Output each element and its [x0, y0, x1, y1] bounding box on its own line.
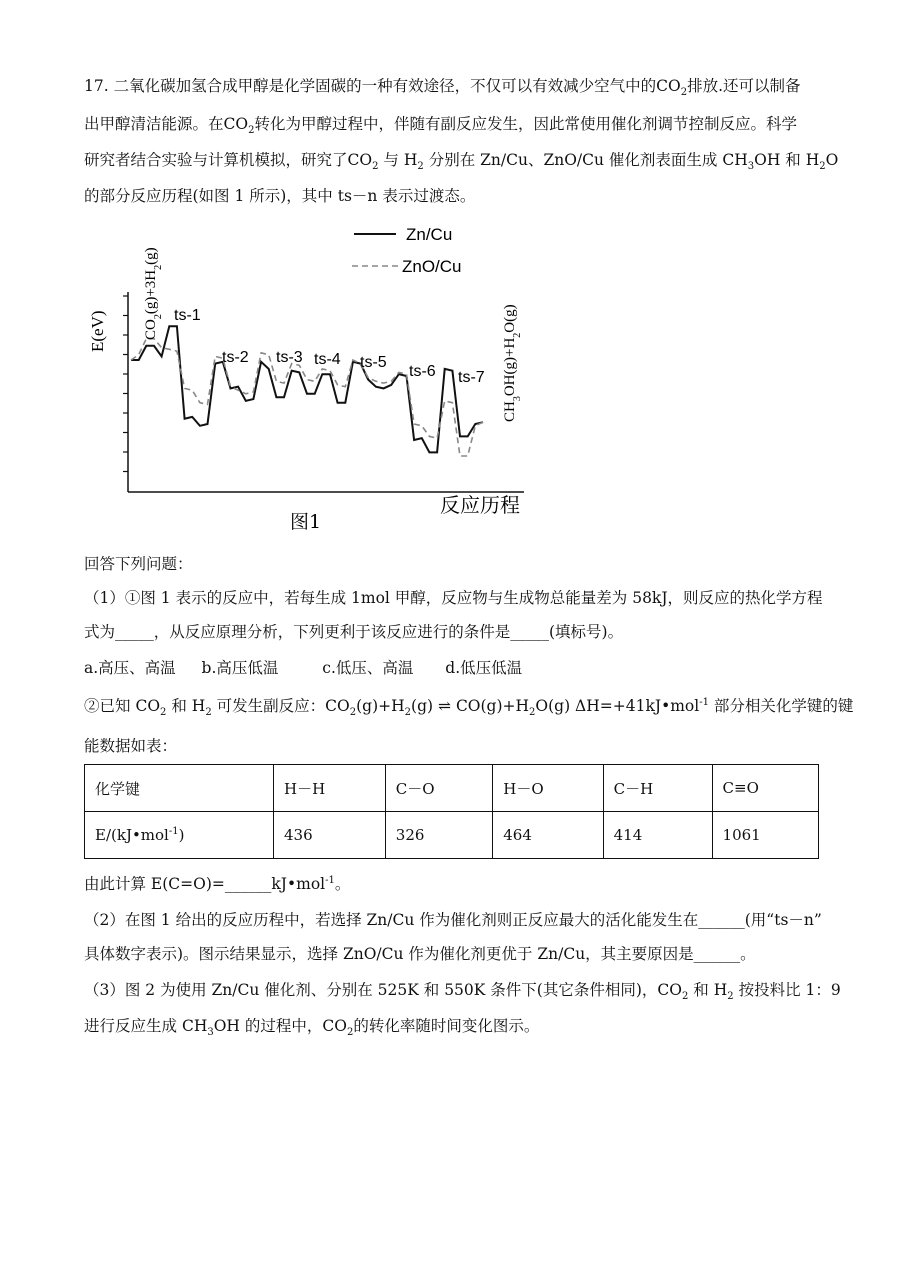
co2-formula: $CO_2(g)+H_2(g)$ — [325, 697, 434, 719]
part3-line-2: 进行反应生成 $CH_3OH$ 的过程中，$CO_2$的转化率随时间变化图示。 — [84, 1017, 540, 1039]
part1-side-reaction: ②已知 $CO_2$ 和 $H_2$ 可发生副反应：$CO_2(g)+H_2(g)$ ⇌ $CO(g)+H_2O(g)$ ΔH=+41kJ•mol$^{-1}$ 部分相关化学键的键 — [84, 696, 854, 719]
co2-formula: $CO_2$ — [135, 697, 167, 719]
table-header-cell: H－O — [493, 765, 603, 812]
legend-label-zn-cu: Zn/Cu — [406, 225, 453, 244]
h2o-formula: $H_2O$ — [805, 151, 839, 173]
y-axis-label: E(eV) — [88, 310, 107, 352]
end-state-label: $CH_3OH(g)+H_2O(g)$ — [502, 304, 523, 422]
table-header-cell: 化学键 — [85, 765, 274, 812]
co2-formula: $CO_2$ — [656, 77, 688, 99]
question-line-1 — [84, 74, 801, 98]
ts-label: ts-4 — [314, 351, 341, 368]
part1-calc: 由此计算 E(C=O)=______kJ•mol$^{-1}$。 — [84, 874, 351, 893]
part1-options — [84, 656, 522, 678]
co2-formula: $CO_2$ — [223, 115, 255, 137]
part2-line-2: 具体数字表示)。图示结果显示，选择 ZnO/Cu 作为催化剂更优于 Zn/Cu，其主要原因是______。 — [84, 945, 756, 963]
table-cell: 436 — [274, 812, 386, 859]
table-row — [85, 765, 819, 812]
table-cell: 464 — [493, 812, 603, 859]
table-cell: 414 — [603, 812, 712, 859]
co2-formula: $CO_2$ — [657, 981, 689, 1003]
intro-text-2: 排放.还可以制备 — [687, 77, 801, 95]
ts-label: ts-2 — [222, 349, 249, 366]
part1-table-intro: 能数据如表： — [84, 737, 178, 755]
option-a: a.高压、高温 — [84, 659, 176, 677]
question-line-3: 研究者结合实验与计算机模拟，研究了$CO_2$ 与 $H_2$ 分别在 Zn/Cu、ZnO/Cu 催化剂表面生成 $CH_3OH$ 和 $H_2O$ — [84, 151, 839, 173]
question-line-2: 出甲醇清洁能源。在$CO_2$转化为甲醇过程中，伴随有副反应发生，因此常使用催化剂调节控制反应。科学 — [84, 115, 797, 137]
option-c: c.低压、高温 — [322, 659, 414, 677]
start-state-label: $CO_2(g)+3H_2(g)$ — [143, 247, 164, 340]
table-header-cell: H－H — [274, 765, 386, 812]
part3-line-1: （3）图 2 为使用 Zn/Cu 催化剂、分别在 525K 和 550K 条件下(其它条件相同)，$CO_2$ 和 $H_2$ 按投料比 1：9 — [84, 981, 841, 1003]
table-cell: 1061 — [712, 812, 818, 859]
ts-label: ts-3 — [276, 349, 303, 366]
part2-line-1: （2）在图 1 给出的反应历程中，若选择 Zn/Cu 作为催化剂则正反应最大的活化能发生在______(用“ts－n” — [84, 911, 822, 929]
table-cell: 326 — [385, 812, 492, 859]
h2-formula: $H_2$ — [191, 697, 212, 719]
answer-header: 回答下列问题： — [84, 555, 193, 573]
table-header-cell: C≡O — [712, 765, 818, 812]
co2-formula: $CO_2$ — [347, 151, 379, 173]
ch3oh-formula: $CH_3OH$ — [181, 1017, 240, 1039]
part1-line-2: 式为_____，从反应原理分析，下列更利于该反应进行的条件是_____(填标号)。 — [84, 623, 624, 641]
bond-energy-table — [84, 764, 819, 859]
equilibrium-arrow: ⇌ — [438, 697, 451, 715]
ts-label: ts-6 — [409, 363, 436, 380]
x-axis-label: 反应历程 — [440, 493, 520, 517]
question-line-4: 的部分反应历程(如图 1 所示)，其中 ts－n 表示过渡态。 — [84, 187, 476, 205]
figure-label: 图1 — [290, 511, 322, 533]
co2-formula: $CO_2$ — [322, 1017, 354, 1039]
table-header-cell: C－O — [385, 765, 492, 812]
series-zn-cu — [131, 326, 483, 452]
part1-line-1: （1）①图 1 表示的反应中，若每生成 1mol 甲醇，反应物与生成物总能量差为 58kJ，则反应的热化学方程 — [84, 589, 823, 607]
chart-legend — [352, 225, 462, 276]
ts-label: ts-7 — [458, 369, 485, 386]
table-row-label: E/(kJ•mol$^{-1}$) — [85, 812, 274, 859]
ts-label: ts-5 — [360, 354, 387, 371]
ch3oh-formula: $CH_3OH$ — [722, 151, 781, 173]
h2-formula: $H_2$ — [713, 981, 734, 1003]
chart-series — [131, 326, 483, 456]
ts-label: ts-1 — [174, 307, 201, 324]
table-header-cell: C－H — [603, 765, 712, 812]
table-row — [85, 812, 819, 859]
option-d: d.低压低温 — [445, 659, 523, 677]
option-b: b.高压低温 — [201, 659, 279, 677]
energy-profile-chart — [84, 212, 554, 542]
question-number: 17. — [84, 77, 109, 95]
h2-formula: $H_2$ — [403, 151, 424, 173]
intro-text: 二氧化碳加氢合成甲醇是化学固碳的一种有效途径，不仅可以有效减少空气中的 — [113, 77, 657, 95]
legend-label-zno-cu: ZnO/Cu — [402, 257, 462, 276]
